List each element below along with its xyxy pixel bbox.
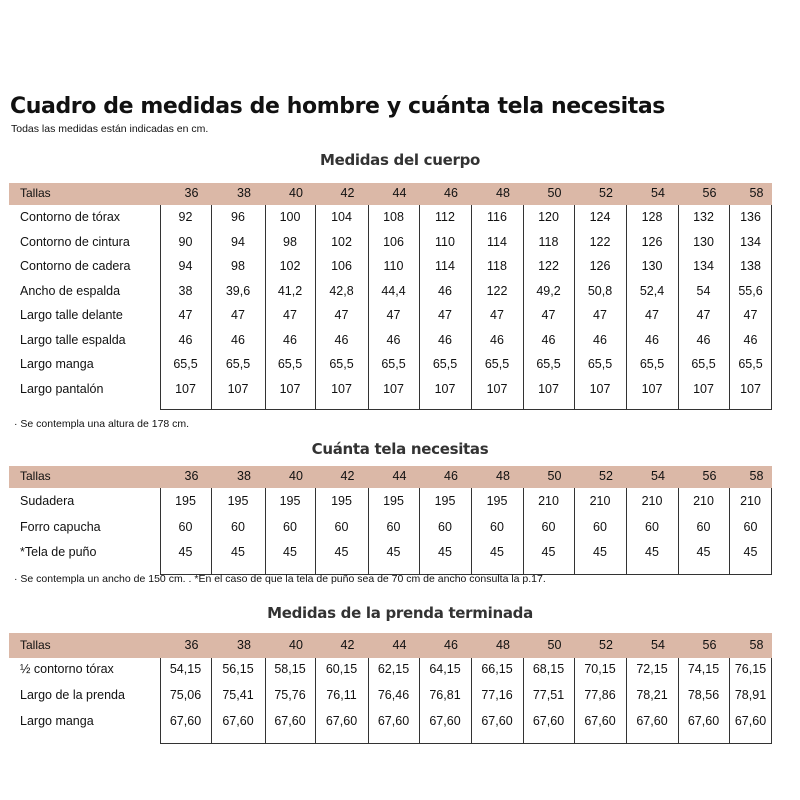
table-cell: 92	[178, 210, 193, 224]
table-cell: 60	[593, 519, 607, 534]
header-label: Tallas	[20, 637, 51, 652]
size-header: 36	[184, 469, 199, 483]
size-header: 38	[237, 637, 251, 652]
size-header: 46	[444, 186, 458, 200]
table-cell: 132	[693, 210, 714, 224]
table-cell: 195	[331, 494, 352, 508]
table-cell: 67,60	[532, 714, 565, 728]
table-cell: 114	[435, 259, 455, 273]
size-header: 54	[651, 637, 665, 652]
table-cell: 128	[641, 210, 663, 224]
table-cell: 46	[541, 332, 556, 347]
table-cell: 65,5	[536, 357, 561, 371]
table-cell: 65,5	[381, 357, 406, 371]
measurement-table	[9, 633, 772, 744]
table-cell: 134	[740, 234, 761, 249]
size-header: 42	[340, 469, 355, 483]
size-header: 40	[289, 637, 303, 652]
table-cell: 76,11	[326, 688, 357, 702]
table-cell: 66,15	[481, 662, 513, 676]
table-cell: 107	[641, 381, 663, 396]
table-cell: 138	[740, 259, 761, 273]
table-cell: 46	[593, 332, 607, 347]
size-header: 54	[651, 469, 665, 483]
size-header: 50	[547, 186, 562, 200]
size-header: 56	[702, 637, 717, 652]
table-cell: 47	[541, 308, 556, 322]
table-cell: 76,46	[377, 688, 410, 702]
table-cell: 45	[645, 545, 659, 559]
table-cell: 102	[331, 234, 352, 249]
table-cell: 55,6	[738, 283, 763, 298]
table-cell: 46	[438, 332, 452, 347]
table-cell: 44,4	[381, 283, 406, 298]
size-header: 38	[237, 469, 251, 483]
size-header: 46	[444, 637, 458, 652]
table-cell: 52,4	[639, 283, 665, 298]
table-cell: 94	[231, 234, 245, 249]
size-header: 36	[184, 186, 199, 200]
table-note: · Se contempla un ancho de 150 cm. . *En el caso de que la tela de puño sea de 70 cm de ancho consulta la p.17.	[14, 573, 546, 585]
size-header: 48	[496, 186, 510, 200]
table-cell: 67,60	[222, 714, 254, 728]
row-label: Largo de la prenda	[20, 688, 125, 702]
table-cell: 107	[434, 381, 456, 396]
table-cell: 126	[589, 259, 611, 273]
table-cell: 45	[334, 545, 349, 559]
table-cell: 75,76	[274, 688, 306, 702]
table-cell: 65,5	[738, 357, 763, 371]
size-header: 58	[749, 186, 764, 200]
table-cell: 67,60	[169, 714, 202, 728]
table-cell: 136	[740, 210, 761, 224]
size-header: 50	[547, 637, 562, 652]
table-cell: 47	[490, 308, 504, 322]
table-cell: 39,6	[225, 283, 251, 298]
table-cell: 130	[693, 234, 714, 249]
size-header: 48	[496, 637, 510, 652]
table-cell: 120	[538, 210, 559, 224]
row-label: Contorno de cadera	[20, 259, 131, 273]
table-cell: 60	[645, 519, 659, 534]
table-cell: 77,86	[584, 688, 616, 702]
size-header: 52	[599, 469, 613, 483]
table-cell: 67,60	[687, 714, 720, 728]
table-body	[9, 658, 772, 744]
table-cell: 195	[175, 494, 196, 508]
size-header: 44	[392, 637, 407, 652]
table-cell: 210	[740, 494, 761, 508]
table-cell: 60	[178, 519, 193, 534]
table-cell: 106	[383, 234, 404, 249]
table-cell: 46	[438, 283, 452, 298]
section-title: Medidas de la prenda terminada	[267, 604, 533, 622]
table-cell: 108	[383, 210, 404, 224]
table-header	[9, 466, 772, 488]
table-cell: 195	[434, 494, 456, 508]
table-cell: 46	[743, 332, 758, 347]
table-cell: 114	[487, 234, 507, 249]
row-label: Sudadera	[20, 494, 75, 508]
table-cell: 47	[178, 308, 193, 322]
table-cell: 78,56	[687, 688, 720, 702]
table-cell: 126	[641, 234, 663, 249]
table-cell: 60	[386, 519, 401, 534]
table-cell: 46	[696, 332, 711, 347]
table-cell: 107	[538, 381, 559, 396]
size-header: 56	[702, 186, 717, 200]
table-cell: 45	[696, 545, 711, 559]
table-cell: 107	[279, 381, 301, 396]
table-cell: 112	[435, 210, 455, 224]
size-header: 48	[496, 469, 510, 483]
table-cell: 107	[383, 381, 404, 396]
table-cell: 60	[541, 519, 556, 534]
table-cell: 124	[589, 210, 611, 224]
table-cell: 47	[438, 308, 452, 322]
table-cell: 122	[538, 259, 559, 273]
table-cell: 45	[593, 545, 607, 559]
table-cell: 45	[541, 545, 556, 559]
size-header: 40	[289, 186, 303, 200]
table-cell: 100	[279, 210, 301, 224]
table-cell: 72,15	[636, 662, 668, 676]
table-cell: 195	[227, 494, 249, 508]
table-cell: 38	[178, 283, 193, 298]
size-header: 56	[702, 469, 717, 483]
page-title: Cuadro de medidas de hombre y cuánta tela necesitas	[10, 94, 665, 119]
table-cell: 65,5	[329, 357, 354, 371]
table-cell: 46	[386, 332, 401, 347]
row-label: ½ contorno tórax	[20, 662, 114, 676]
table-cell: 64,15	[429, 662, 461, 676]
table-cell: 45	[438, 545, 452, 559]
table-cell: 65,5	[432, 357, 458, 371]
table-cell: 60	[438, 519, 452, 534]
row-label: Contorno de tórax	[20, 210, 121, 224]
table-cell: 45	[231, 545, 245, 559]
table-cell: 47	[743, 308, 758, 322]
table-cell: 116	[487, 210, 507, 224]
table-cell: 65,5	[587, 357, 613, 371]
table-cell: 42,8	[329, 283, 354, 298]
table-cell: 67,60	[325, 714, 358, 728]
row-label: Forro capucha	[20, 519, 101, 534]
header-label: Tallas	[20, 469, 51, 483]
table-cell: 45	[178, 545, 193, 559]
size-header: 54	[651, 186, 665, 200]
table-cell: 60	[283, 519, 297, 534]
table-cell: 102	[279, 259, 301, 273]
size-header: 58	[749, 637, 764, 652]
table-cell: 60	[334, 519, 349, 534]
table-cell: 107	[175, 381, 196, 396]
table-cell: 41,2	[277, 283, 303, 298]
table-cell: 67,60	[636, 714, 668, 728]
table-cell: 45	[743, 545, 758, 559]
table-cell: 54,15	[169, 662, 202, 676]
size-header: 36	[184, 637, 199, 652]
row-label: *Tela de puño	[20, 545, 97, 559]
size-header: 42	[340, 186, 355, 200]
size-header: 46	[444, 469, 458, 483]
table-cell: 47	[593, 308, 607, 322]
table-cell: 107	[227, 381, 249, 396]
size-header: 42	[340, 637, 355, 652]
table-cell: 106	[331, 259, 352, 273]
table-cell: 67,60	[377, 714, 410, 728]
size-header: 44	[392, 469, 407, 483]
table-cell: 67,60	[429, 714, 461, 728]
table-cell: 134	[693, 259, 714, 273]
table-cell: 118	[538, 234, 559, 249]
size-header: 44	[392, 186, 407, 200]
table-cell: 65,5	[225, 357, 251, 371]
table-cell: 46	[231, 332, 245, 347]
table-cell: 104	[331, 210, 352, 224]
table-cell: 107	[589, 381, 611, 396]
section-title: Medidas del cuerpo	[319, 151, 481, 169]
table-cell: 90	[178, 234, 193, 249]
table-cell: 45	[386, 545, 401, 559]
table-cell: 210	[693, 494, 714, 508]
table-cell: 77,16	[481, 688, 513, 702]
table-body	[9, 488, 772, 575]
table-cell: 98	[231, 259, 245, 273]
table-cell: 65,5	[277, 357, 303, 371]
table-cell: 130	[641, 259, 663, 273]
size-header: 38	[237, 186, 251, 200]
measurement-table	[9, 466, 772, 575]
table-cell: 54	[696, 283, 711, 298]
table-header	[9, 183, 772, 205]
table-cell: 68,15	[532, 662, 565, 676]
header-label: Tallas	[20, 186, 51, 200]
table-cell: 110	[383, 259, 404, 273]
table-cell: 60,15	[325, 662, 358, 676]
table-cell: 118	[487, 259, 507, 273]
section-title: Cuánta tela necesitas	[311, 440, 489, 458]
table-cell: 96	[231, 210, 245, 224]
table-cell: 60	[696, 519, 711, 534]
measurement-table	[9, 183, 772, 410]
page-subtitle: Todas las medidas están indicadas en cm.	[11, 123, 209, 135]
row-label: Largo pantalón	[20, 381, 104, 396]
table-cell: 110	[435, 234, 455, 249]
table-cell: 75,41	[222, 688, 254, 702]
table-cell: 122	[486, 283, 508, 298]
row-label: Contorno de cintura	[20, 234, 130, 249]
table-body	[9, 205, 772, 410]
size-header: 58	[749, 469, 764, 483]
table-cell: 47	[696, 308, 711, 322]
table-cell: 56,15	[222, 662, 254, 676]
size-header: 40	[289, 469, 303, 483]
table-cell: 107	[331, 381, 352, 396]
table-cell: 65,5	[691, 357, 716, 371]
table-cell: 47	[386, 308, 401, 322]
table-header	[9, 633, 772, 658]
table-cell: 46	[645, 332, 659, 347]
table-cell: 77,51	[532, 688, 565, 702]
table-cell: 76,15	[734, 662, 767, 676]
table-cell: 107	[486, 381, 508, 396]
table-cell: 45	[283, 545, 297, 559]
table-cell: 94	[178, 259, 193, 273]
size-header: 52	[599, 637, 613, 652]
table-cell: 210	[641, 494, 663, 508]
table-cell: 65,5	[484, 357, 510, 371]
table-cell: 46	[490, 332, 504, 347]
table-cell: 75,06	[169, 688, 202, 702]
table-cell: 74,15	[687, 662, 720, 676]
table-cell: 50,8	[587, 283, 613, 298]
row-label: Largo manga	[20, 357, 94, 371]
size-header: 52	[599, 186, 613, 200]
table-cell: 45	[490, 545, 504, 559]
table-cell: 70,15	[584, 662, 616, 676]
table-cell: 67,60	[274, 714, 306, 728]
table-cell: 47	[231, 308, 245, 322]
table-cell: 60	[231, 519, 245, 534]
table-cell: 46	[178, 332, 193, 347]
table-cell: 76,81	[429, 688, 461, 702]
table-cell: 47	[645, 308, 659, 322]
table-cell: 210	[589, 494, 611, 508]
table-cell: 195	[383, 494, 404, 508]
table-cell: 67,60	[481, 714, 513, 728]
table-note: · Se contempla una altura de 178 cm.	[14, 418, 190, 430]
table-cell: 65,5	[639, 357, 665, 371]
table-cell: 78,21	[636, 688, 668, 702]
table-cell: 47	[334, 308, 349, 322]
table-cell: 62,15	[377, 662, 410, 676]
table-cell: 98	[283, 234, 297, 249]
table-cell: 78,91	[734, 688, 767, 702]
table-cell: 49,2	[536, 283, 561, 298]
row-label: Largo manga	[20, 714, 94, 728]
table-cell: 122	[589, 234, 611, 249]
table-cell: 107	[740, 381, 761, 396]
table-cell: 46	[283, 332, 297, 347]
row-label: Ancho de espalda	[20, 283, 121, 298]
table-cell: 58,15	[274, 662, 306, 676]
table-cell: 65,5	[173, 357, 198, 371]
table-cell: 67,60	[584, 714, 616, 728]
row-label: Largo talle delante	[20, 308, 123, 322]
table-cell: 60	[490, 519, 504, 534]
table-cell: 60	[743, 519, 758, 534]
table-cell: 107	[693, 381, 714, 396]
table-cell: 67,60	[734, 714, 767, 728]
table-cell: 195	[486, 494, 508, 508]
table-cell: 195	[279, 494, 301, 508]
size-header: 50	[547, 469, 562, 483]
row-label: Largo talle espalda	[20, 332, 126, 347]
table-cell: 46	[334, 332, 349, 347]
table-cell: 210	[538, 494, 559, 508]
table-cell: 47	[283, 308, 297, 322]
